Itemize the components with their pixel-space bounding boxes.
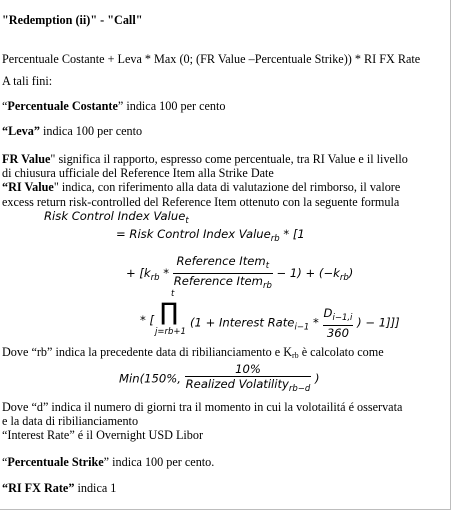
- term: Percentuale Strike: [7, 455, 104, 469]
- fraction-reference-item: $\frac{Reference Item_t}{Reference Item_{rb}}$: [173, 254, 272, 291]
- d-definition: Dove “d” indica il numero di giorni tra il momento in cui la volotailitá é osservata: [2, 400, 403, 414]
- product-lower-limit: j=rb+1: [155, 327, 186, 337]
- min-formula: Min(150%, $\frac{10\%}{Realized Volatility_{rb-d}}$ ): [119, 362, 320, 394]
- term: Percentuale Costante: [7, 99, 118, 113]
- product-upper-limit: t: [171, 289, 175, 299]
- formula-line-3: * [: [140, 313, 155, 327]
- definition-ri-value-cont: excess return risk-controlled del Reference Item ottenuto con la seguente formula: [2, 195, 400, 209]
- term: FR Value: [2, 152, 51, 166]
- intro-text: A tali fini:: [2, 74, 53, 88]
- rb-definition: Dove “rb” indica la precedente data di ribilianciamento e Krb è calcolato come: [2, 345, 384, 360]
- formula-line-2: + [$k_{rb}$ * $\frac{Reference Item_t}{Reference Item_{rb}}$ − $1) + (-k_{rb})$: [126, 254, 354, 291]
- definition-ri-value: “RI Value" indica, con riferimento alla data di valutazione del rimborso, il valore: [2, 180, 401, 194]
- formula-line-1: = Risk Control Index Value$_{rb}$ * [1: [116, 227, 305, 244]
- term: RI FX Rate: [8, 481, 69, 495]
- definition-percentuale-strike: “Percentuale Strike” indica 100 per cento.: [2, 455, 215, 469]
- definition-fr-value: FR Value" significa il rapporto, espresso come percentuale, tra RI Value e il livello: [2, 152, 408, 166]
- d-definition-cont: e la data di ribilianciamento: [2, 414, 139, 428]
- term: Leva: [8, 124, 34, 138]
- definition-fr-value-cont: di chiusura ufficiale del Reference Item alla Strike Date: [2, 166, 274, 180]
- section-heading: "Redemption (ii)" - "Call": [2, 13, 143, 27]
- formula-line-3-body: (1 + Interest Rate$_{i-1}$ * $\frac{D_{i-1,i}}{360}$ ) − 1]]]: [190, 306, 400, 340]
- formula-lhs: Risk Control Index Value$_t$: [44, 209, 189, 226]
- definition-ri-fx-rate: “RI FX Rate” indica 1: [2, 481, 117, 495]
- term: RI Value: [8, 180, 54, 194]
- fraction-day-count: $\frac{D_{i-1,i}}{360}$: [323, 306, 353, 340]
- interest-rate-definition: “Interest Rate” é il Overnight USD Libor: [2, 428, 204, 442]
- product-symbol: ∏: [160, 298, 179, 326]
- payoff-formula: Percentuale Costante + Leva * Max (0; (FR Value –Percentuale Strike)) * RI FX Rate: [2, 52, 421, 66]
- definition-percentuale-costante: “Percentuale Costante” indica 100 per cento: [2, 99, 226, 113]
- definition-leva: “Leva” indica 100 per cento: [2, 124, 143, 138]
- fraction-volatility: $\frac{10\%}{Realized Volatility_{rb-d}}$: [185, 362, 311, 394]
